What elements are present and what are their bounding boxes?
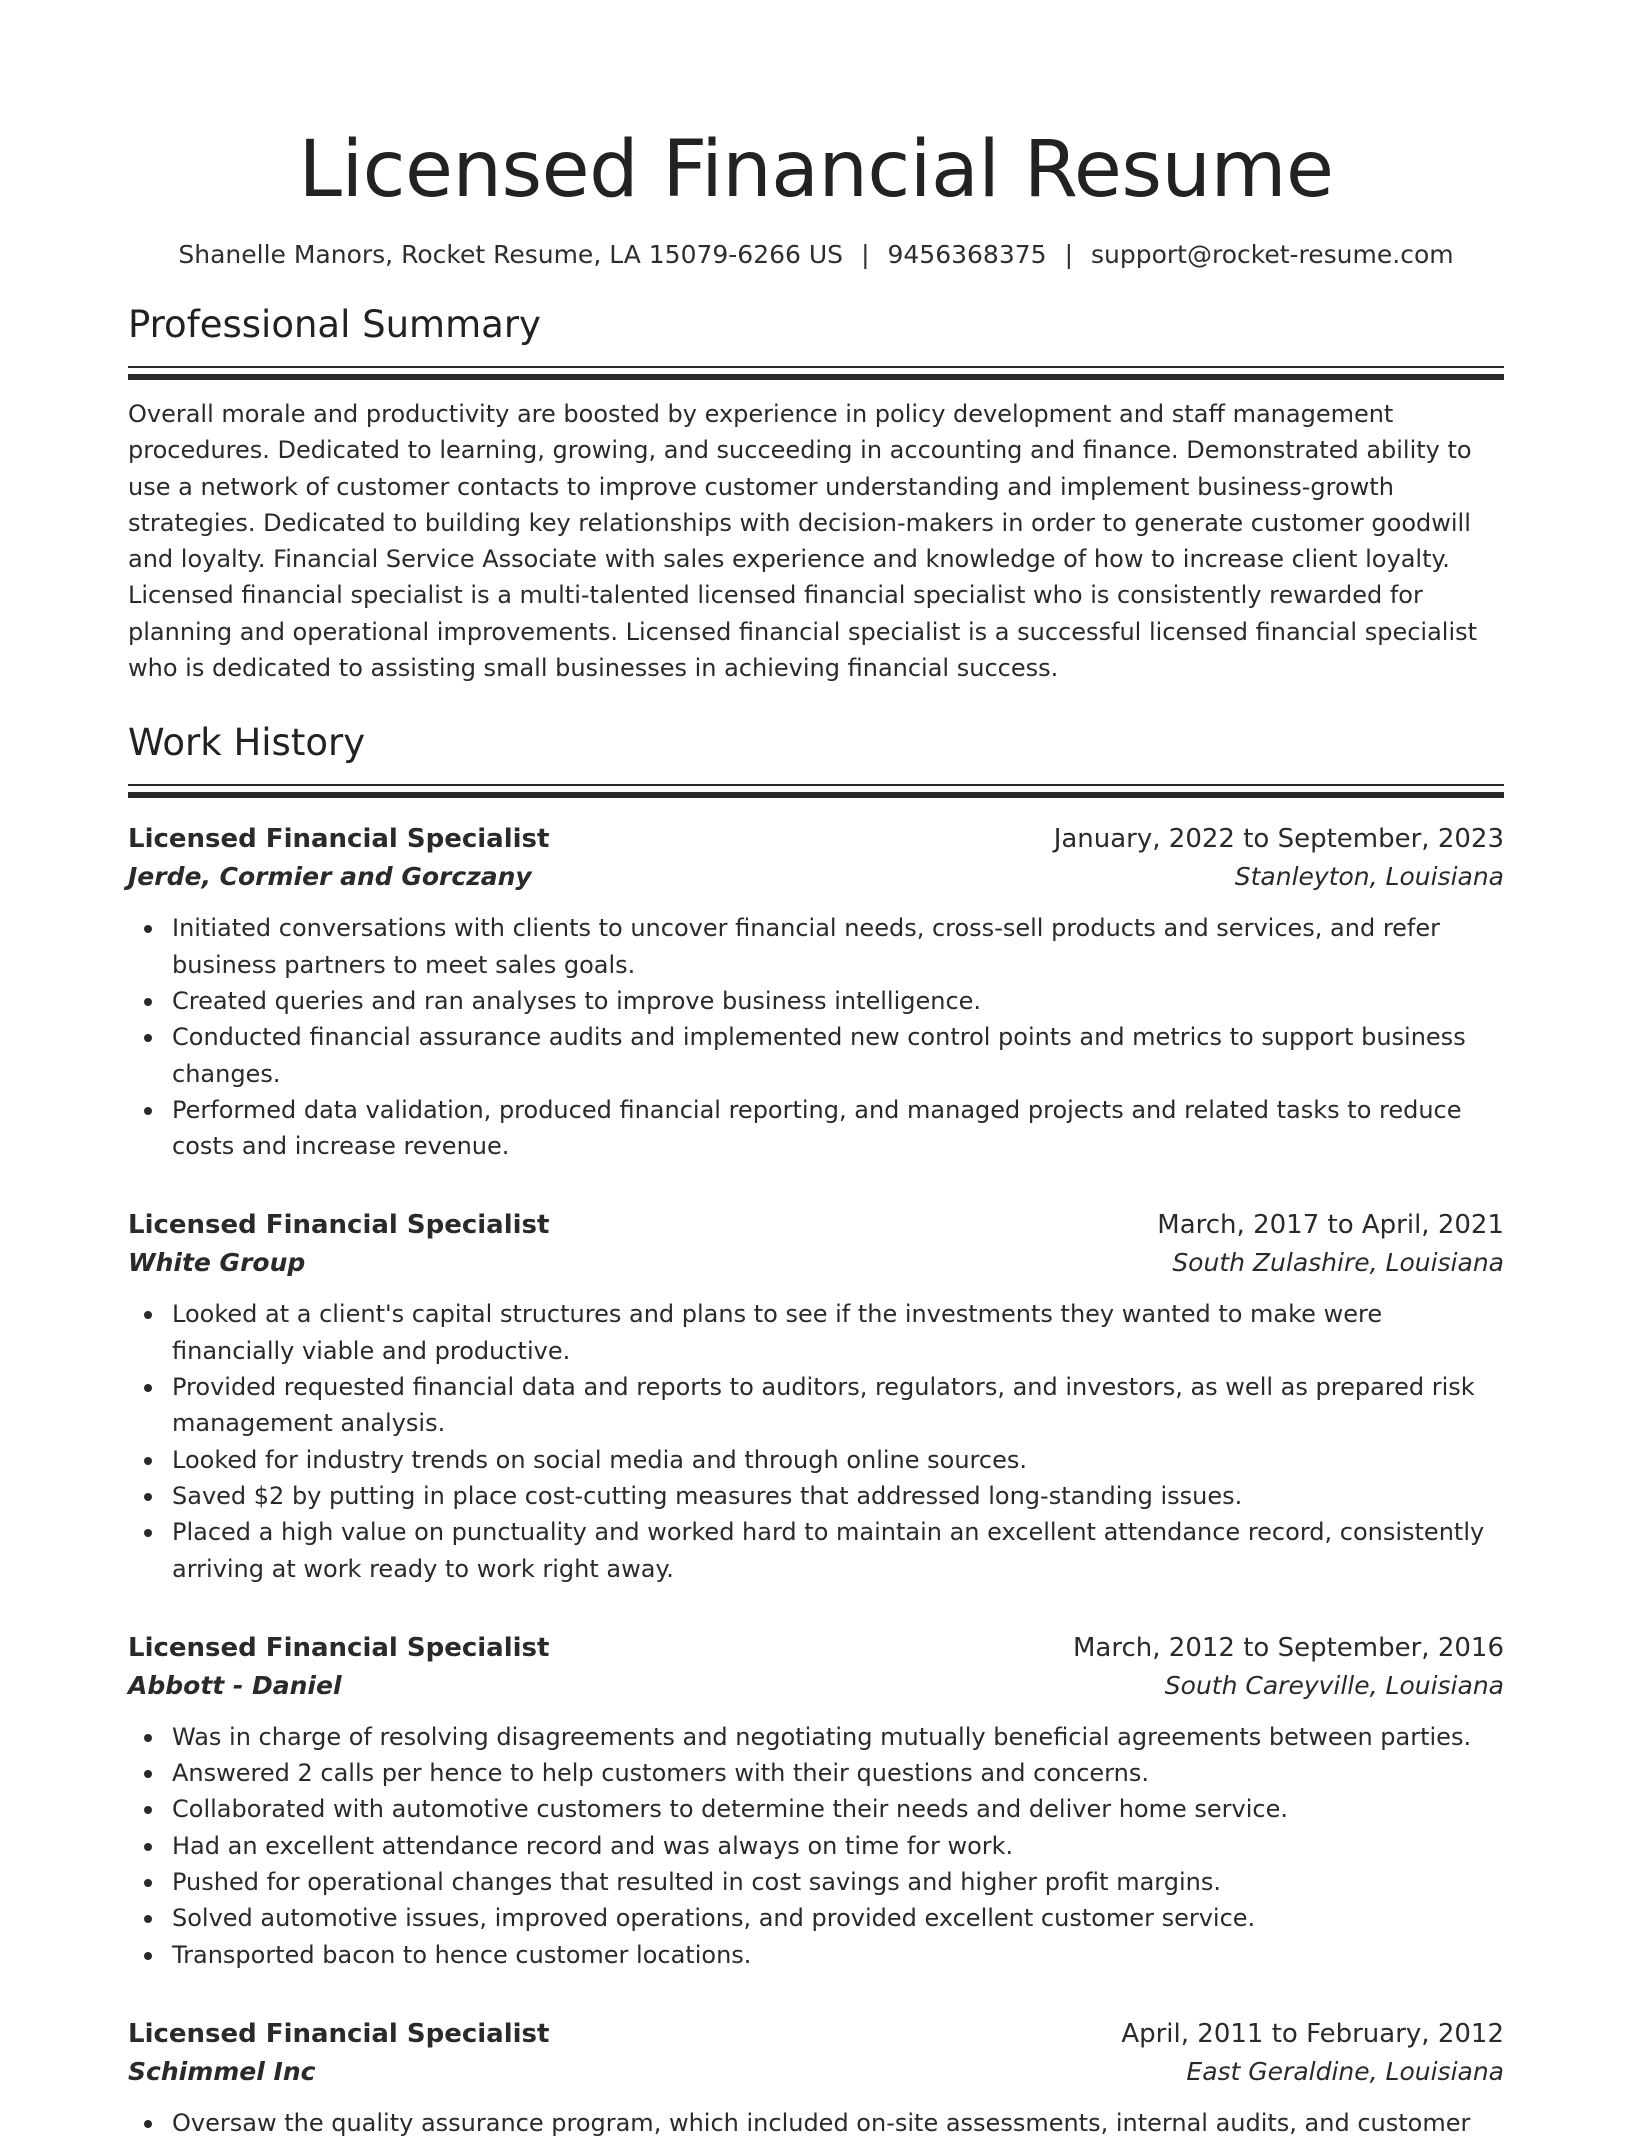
contact-line [128,238,1504,272]
job-dates: April, 2011 to February, 2012 [1121,2018,1504,2049]
bullet-item: Looked for industry trends on social media and through online sources. [172,1442,1504,1478]
bullet-item: Placed a high value on punctuality and worked hard to maintain an excellent attendance record, consistently arriving at work ready to work right away. [172,1514,1504,1587]
contact-separator: | [1064,240,1073,269]
job-location: South Careyville, Louisiana [1164,1670,1504,1700]
job-bullets [128,2105,1504,2141]
contact-address: Shanelle Manors, Rocket Resume, LA 15079-6266 US [178,240,844,269]
job-entry [128,820,1504,1164]
section-divider [128,784,1504,798]
job-location: Stanleyton, Louisiana [1234,862,1504,892]
bullet-item: Oversaw the quality assurance program, which included on-site assessments, internal audits, and customer [172,2105,1504,2141]
job-title: Licensed Financial Specialist [128,1632,550,1663]
job-entry [128,1206,1504,1586]
professional-summary-section [128,302,1504,686]
job-company: White Group [128,1248,306,1278]
bullet-item: Looked at a client's capital structures and plans to see if the investments they wanted to make were financially viable and productive. [172,1296,1504,1369]
job-location: East Geraldine, Louisiana [1186,2056,1504,2086]
bullet-item: Had an excellent attendance record and was always on time for work. [172,1828,1504,1864]
bullet-item: Transported bacon to hence customer locations. [172,1937,1504,1973]
bullet-item: Pushed for operational changes that resulted in cost savings and higher profit margins. [172,1864,1504,1900]
bullet-item: Created queries and ran analyses to improve business intelligence. [172,983,1504,1019]
summary-text: Overall morale and productivity are boosted by experience in policy development and staff management procedures. Dedicated to learning, growing, and succeeding in accounting and finance. Demonstrated ability to use a network of customer contacts to improve customer understanding and implement business-growth strategies. Dedicated to building key relationships with decision-makers in order to generate customer goodwill and loyalty. Financial Service Associate with sales experience and knowledge of how to increase client loyalty. Licensed financial specialist is a multi-talented licensed financial specialist who is consistently rewarded for planning and operational improvements. Licensed financial specialist is a successful licensed financial specialist who is dedicated to assisting small businesses in achieving financial success. [128,400,1478,683]
section-heading: Professional Summary [128,303,541,346]
job-title: Licensed Financial Specialist [128,1210,550,1241]
job-company: Jerde, Cormier and Gorczany [128,862,532,892]
bullet-item: Collaborated with automotive customers to determine their needs and deliver home service. [172,1791,1504,1827]
section-divider [128,366,1504,380]
contact-separator: | [861,240,870,269]
resume-title: Licensed Financial Resume [298,125,1334,215]
job-location: South Zulashire, Louisiana [1172,1248,1504,1278]
job-company: Abbott - Daniel [128,1670,342,1700]
job-dates: January, 2022 to September, 2023 [1053,824,1504,855]
contact-phone: 9456368375 [887,240,1047,269]
bullet-item: Initiated conversations with clients to uncover financial needs, cross-sell products and services, and refer business partners to meet sales goals. [172,910,1504,983]
bullet-item: Was in charge of resolving disagreements and negotiating mutually beneficial agreements between parties. [172,1719,1504,1755]
bullet-item: Answered 2 calls per hence to help customers with their questions and concerns. [172,1755,1504,1791]
job-bullets [128,910,1504,1164]
job-dates: March, 2012 to September, 2016 [1073,1632,1504,1663]
job-dates: March, 2017 to April, 2021 [1157,1210,1504,1241]
job-entry [128,2015,1504,2141]
section-heading: Work History [128,721,366,765]
job-title: Licensed Financial Specialist [128,824,550,855]
bullet-item: Conducted financial assurance audits and implemented new control points and metrics to support business changes. [172,1019,1504,1092]
bullet-item: Solved automotive issues, improved operations, and provided excellent customer service. [172,1900,1504,1936]
bullet-item: Performed data validation, produced financial reporting, and managed projects and related tasks to reduce costs and increase revenue. [172,1092,1504,1165]
contact-email: support@rocket-resume.com [1091,240,1454,269]
resume-page [128,0,1504,2141]
job-entry [128,1629,1504,1973]
job-bullets [128,1719,1504,1973]
job-title: Licensed Financial Specialist [128,2018,550,2049]
job-company: Schimmel Inc [128,2056,316,2086]
work-history-section [128,720,1504,2141]
bullet-item: Saved $2 by putting in place cost-cutting measures that addressed long-standing issues. [172,1478,1504,1514]
bullet-item: Provided requested financial data and reports to auditors, regulators, and investors, as well as prepared risk management analysis. [172,1369,1504,1442]
job-bullets [128,1296,1504,1586]
